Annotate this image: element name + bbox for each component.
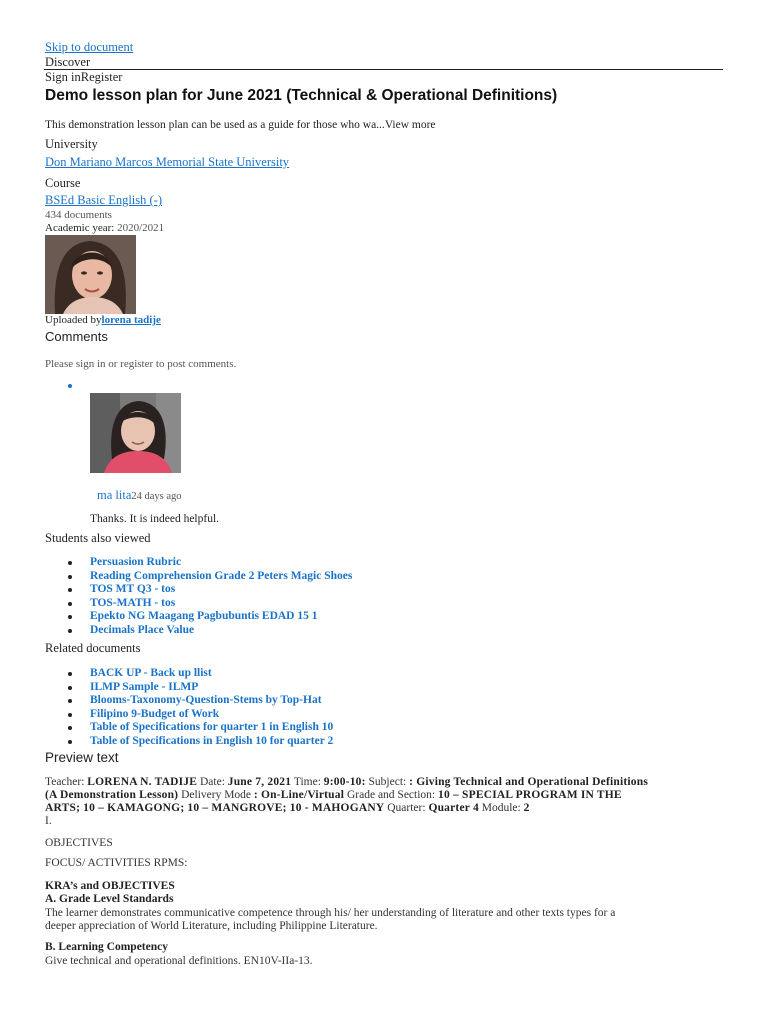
course-link[interactable]: BSEd Basic English (-) xyxy=(45,193,163,207)
uploaded-by xyxy=(45,314,161,326)
list-item[interactable] xyxy=(68,667,333,681)
learning-competency-heading: B. Learning Competency xyxy=(45,941,168,953)
academic-year xyxy=(45,222,164,234)
bullet xyxy=(68,740,72,744)
bullet xyxy=(68,629,72,633)
objectives-heading: OBJECTIVES xyxy=(45,837,113,849)
learning-competency-text: Give technical and operational definitions. EN10V-IIa-13. xyxy=(45,955,313,967)
register-link[interactable]: Register xyxy=(80,70,123,84)
grade-level-standards-text-1: The learner demonstrates communicative competence through his/ her understanding of literature and other texts types for a xyxy=(45,907,616,919)
bullet xyxy=(68,602,72,606)
document-link[interactable]: TOS MT Q3 - tos xyxy=(90,583,176,595)
document-link[interactable]: Epekto NG Maagang Pagbubuntis EDAD 15 1 xyxy=(90,610,318,622)
comment-time: 24 days ago xyxy=(131,491,182,502)
students-also-viewed-heading: Students also viewed xyxy=(45,531,151,545)
focus-activities: FOCUS/ ACTIVITIES RPMS: xyxy=(45,857,188,869)
skip-to-document-link[interactable]: Skip to document xyxy=(45,40,134,54)
comments-heading: Comments xyxy=(45,329,108,344)
document-link[interactable]: Filipino 9-Budget of Work xyxy=(90,707,220,720)
course-label: Course xyxy=(45,176,81,190)
list-item[interactable] xyxy=(68,610,352,624)
bullet xyxy=(68,575,72,579)
students-also-viewed-list xyxy=(68,556,352,637)
comment-text: Thanks. It is indeed helpful. xyxy=(90,513,220,525)
subject-value-cont: (A Demonstration Lesson) xyxy=(45,789,179,801)
view-more-link[interactable]: View more xyxy=(384,119,436,131)
teacher-value: LORENA N. TADIJE xyxy=(87,776,198,788)
preview-heading: Preview text xyxy=(45,750,119,765)
academic-year-label: Academic year: xyxy=(45,222,115,234)
uploader-avatar[interactable] xyxy=(45,235,136,314)
delivery-label: Delivery Mode xyxy=(181,789,252,801)
list-item[interactable] xyxy=(68,708,333,722)
related-documents-list xyxy=(68,667,333,748)
document-title: Demo lesson plan for June 2021 (Technical & Operational Definitions) xyxy=(45,87,558,104)
date-label: Date: xyxy=(199,776,225,788)
bullet xyxy=(68,615,72,619)
list-item[interactable] xyxy=(68,556,352,570)
bullet xyxy=(68,699,72,703)
preview-line-2 xyxy=(45,789,622,801)
list-item[interactable] xyxy=(68,735,333,749)
uploaded-by-label: Uploaded by xyxy=(45,314,102,326)
list-item[interactable] xyxy=(68,624,352,638)
comment-author-link[interactable]: ma lita xyxy=(97,488,132,502)
document-link[interactable]: Blooms-Taxonomy-Question-Stems by Top-Hat xyxy=(90,694,322,706)
preview-line-3 xyxy=(45,802,530,814)
list-item[interactable] xyxy=(68,570,352,584)
time-label: Time: xyxy=(293,776,321,788)
bullet xyxy=(68,588,72,592)
document-link[interactable]: ILMP Sample - ILMP xyxy=(90,680,199,693)
bullet xyxy=(68,713,72,717)
section-roman-numeral: I. xyxy=(45,815,52,827)
module-value: 2 xyxy=(523,802,530,814)
commenter-avatar[interactable] xyxy=(90,393,181,473)
document-link[interactable]: Table of Specifications in English 10 for quarter 2 xyxy=(90,734,334,747)
document-description xyxy=(45,119,436,131)
grade-value-cont: ARTS; 10 – KAMAGONG; 10 – MANGROVE; 10 - MAHOGANY xyxy=(45,802,385,814)
document-link[interactable]: Table of Specifications for quarter 1 in English 10 xyxy=(90,721,334,733)
document-link[interactable]: Persuasion Rubric xyxy=(90,556,182,568)
list-item[interactable] xyxy=(68,597,352,611)
grade-value: 10 – SPECIAL PROGRAM IN THE xyxy=(438,789,622,801)
list-item[interactable] xyxy=(68,721,333,735)
subject-label: Subject: xyxy=(368,776,407,788)
delivery-value: : On-Line/Virtual xyxy=(253,789,345,801)
module-label: Module: xyxy=(481,802,521,814)
auth-links xyxy=(45,70,122,85)
kra-heading: KRA’s and OBJECTIVES xyxy=(45,880,175,892)
commenter-photo-image xyxy=(90,393,181,473)
preview-line-1 xyxy=(45,776,648,788)
header-divider xyxy=(44,69,723,70)
date-value: June 7, 2021 xyxy=(227,776,292,788)
grade-level-standards-text-2: deeper appreciation of World Literature, including Philippine Literature. xyxy=(45,920,378,932)
document-link[interactable]: BACK UP - Back up llist xyxy=(90,667,212,679)
academic-year-value: 2020/2021 xyxy=(117,222,165,234)
uploader-link[interactable]: lorena tadije xyxy=(101,314,161,326)
course-document-count: 434 documents xyxy=(45,209,112,221)
grade-label: Grade and Section: xyxy=(346,789,436,801)
quarter-label: Quarter: xyxy=(387,802,426,814)
bullet xyxy=(68,686,72,690)
quarter-value: Quarter 4 xyxy=(428,802,479,814)
university-label: University xyxy=(45,137,98,151)
sign-in-link[interactable]: Sign in xyxy=(45,70,81,84)
bullet xyxy=(68,561,72,565)
related-documents-heading: Related documents xyxy=(45,641,141,655)
discover-link[interactable]: Discover xyxy=(45,55,91,69)
document-link[interactable]: TOS-MATH - tos xyxy=(90,596,176,609)
comments-signin-prompt: Please sign in or register to post comments. xyxy=(45,358,237,370)
document-link[interactable]: Reading Comprehension Grade 2 Peters Magic Shoes xyxy=(90,569,353,582)
bullet xyxy=(68,726,72,730)
list-item[interactable] xyxy=(68,583,352,597)
uploader-photo-image xyxy=(45,235,136,314)
university-link[interactable]: Don Mariano Marcos Memorial State University xyxy=(45,155,290,169)
time-value: 9:00-10: xyxy=(323,776,366,788)
list-item[interactable] xyxy=(68,694,333,708)
grade-level-standards-heading: A. Grade Level Standards xyxy=(45,893,174,905)
subject-value: : Giving Technical and Operational Definitions xyxy=(409,776,649,788)
list-item[interactable] xyxy=(68,681,333,695)
comment-bullet xyxy=(68,384,72,388)
comment-author-row xyxy=(97,488,182,503)
teacher-label: Teacher: xyxy=(45,776,85,788)
bullet xyxy=(68,672,72,676)
description-text: This demonstration lesson plan can be used as a guide for those who wa... xyxy=(45,119,385,131)
document-link[interactable]: Decimals Place Value xyxy=(90,623,195,636)
